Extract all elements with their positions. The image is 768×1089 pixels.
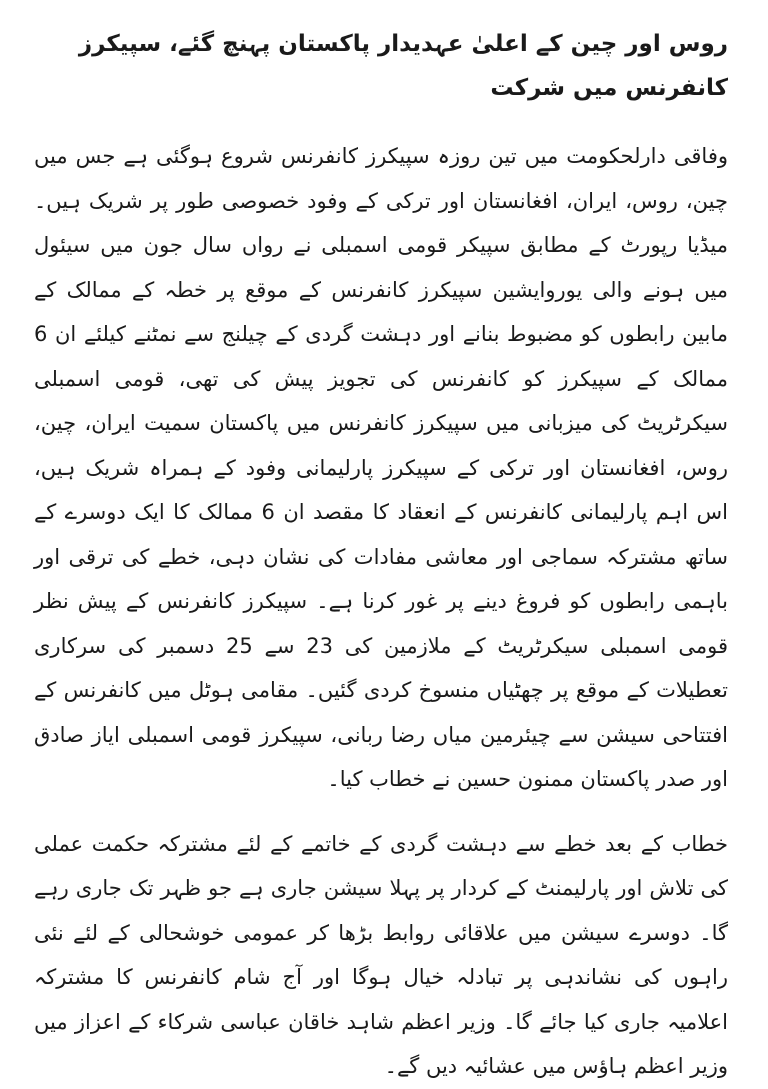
article-headline: روس اور چین کے اعلیٰ عہدیدار پاکستان پہنچ گئے، سپیکرز کانفرنس میں شرکت — [78, 31, 728, 101]
article-paragraph-1: وفاقی دارلحکومت میں تین روزہ سپیکرز کانفرنس شروع ہوگئی ہے جس میں چین، روس، ایران، افغانستان اور ترکی کے وفود خصوصی طور پر شریک ہیں۔ میڈیا رپورٹ کے مطابق سپیکر قومی اسمبلی نے رواں سال جون میں سیئول میں ہونے والی یوروایشین سپیکرز کانفرنس کے موقع پر خطہ کے ممالک کے مابین رابطوں کو مضبوط بنانے اور دہشت گردی کے چیلنج سے نمٹنے کیلئے ان 6 ممالک کے سپیکرز کو کانفرنس کی تجویز پیش کی تھی، قومی اسمبلی سیکرٹریٹ کی میزبانی میں سپیکرز کانفرنس میں پاکستان سمیت ایران، چین، روس، افغانستان اور ترکی کے سپیکرز پارلیمانی وفود کے ہمراہ شریک ہیں، اس اہم پارلیمانی کانفرنس کے انعقاد کا مقصد ان 6 ممالک کا ایک دوسرے کے ساتھ مشترکہ سماجی اور معاشی مفادات کی نشان دہی، خطے کی ترقی اور باہمی رابطوں کو فروغ دینے پر غور کرنا ہے۔ سپیکرز کانفرنس کے پیش نظر قومی اسمبلی سیکرٹریٹ کے ملازمین کی 23 سے 25 دسمبر کی سرکاری تعطیلات کے موقع پر چھٹیاں منسوخ کردی گئیں۔ مقامی ہوٹل میں کانفرنس کے افتتاحی سیشن سے چیئرمین میاں رضا ربانی، سپیکرز قومی اسمبلی ایاز صادق اور صدر پاکستان ممنون حسین نے خطاب کیا۔ — [34, 144, 728, 791]
article-paragraph-2: خطاب کے بعد خطے سے دہشت گردی کے خاتمے کے لئے مشترکہ حکمت عملی کی تلاش اور پارلیمنٹ کے کردار پر پہلا سیشن جاری ہے جو ظہر تک جاری رہے گا۔ دوسرے سیشن میں علاقائی روابط بڑھا کر عمومی خوشحالی کے لئے نئی راہوں کی نشاندہی پر تبادلہ خیال ہوگا اور آج شام کانفرنس کا مشترکہ اعلامیہ جاری کیا جائے گا۔ وزیر اعظم شاہد خاقان عباسی شرکاء کے اعزاز میں وزیر اعظم ہاؤس میں عشائیہ دیں گے۔ — [34, 831, 728, 1078]
